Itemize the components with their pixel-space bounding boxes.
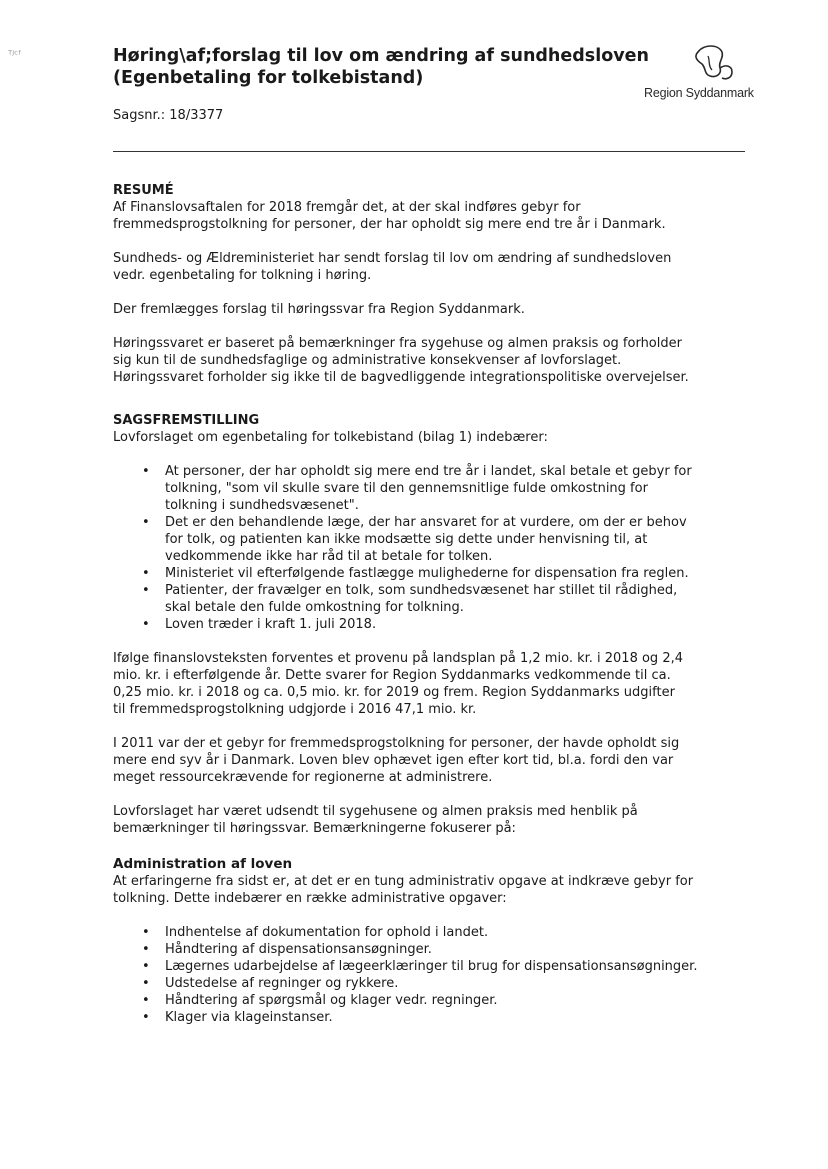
list-item: [165, 958, 753, 975]
text-line: vedkommende ikke har råd til at betale for tolken.: [165, 549, 493, 564]
document-body: [113, 182, 753, 1043]
resume-paragraph: [113, 301, 753, 318]
admin-bullet-list: [113, 924, 753, 1026]
text-line: for tolk, og patienten kan ikke modsætte sig dette under henvisning til, at: [165, 532, 648, 547]
text-line: Lovforslaget har været udsendt til sygehusene og almen praksis med henblik på: [113, 804, 638, 819]
resume-paragraph: [113, 250, 753, 284]
resume-heading: RESUMÉ: [113, 183, 174, 198]
resume-paragraph: [113, 335, 753, 386]
list-item: [165, 975, 753, 992]
resume-paragraph: [113, 199, 753, 233]
text-line: vedr. egenbetaling for tolkning i høring.: [113, 268, 372, 283]
sag-bullet-list: [113, 463, 753, 633]
text-line: Sundheds- og Ældreministeriet har sendt forslag til lov om ændring af sundhedsloven: [113, 251, 672, 266]
text-line: At erfaringerne fra sidst er, at det er en tung administrativ opgave at indkræve gebyr for: [113, 874, 694, 889]
text-line: • Lægernes udarbejdelse af lægeerklæringer til brug for dispensationsansøgninger.: [165, 959, 698, 974]
list-item: [165, 514, 753, 565]
document-title: [113, 45, 653, 89]
text-line: mio. kr. i efterfølgende år. Dette svarer for Region Syddanmarks vedkommende til ca.: [113, 668, 671, 683]
text-line: Ifølge finanslovsteksten forventes et provenu på landsplan på 1,2 mio. kr. i 2018 og 2,4: [113, 651, 683, 666]
text-line: Høringssvaret forholder sig ikke til de bagvedliggende integrationspolitiske overvejelser.: [113, 370, 689, 385]
title-line-1: Høring\af;forslag til lov om ændring af sundhedsloven: [113, 46, 649, 66]
sag-paragraph: [113, 735, 753, 786]
text-line: • Ministeriet vil efterfølgende fastlægge mulighederne for dispensation fra reglen.: [165, 566, 689, 581]
text-line: fremmedsprogstolkning for personer, der har opholdt sig mere end tre år i Danmark.: [113, 217, 666, 232]
text-line: Høringssvaret er baseret på bemærkninger fra sygehuse og almen praksis og forholder: [113, 336, 682, 351]
list-item: [165, 924, 753, 941]
sag-intro: [113, 429, 753, 446]
list-item: [165, 582, 753, 616]
text-line: mere end syv år i Danmark. Loven blev ophævet igen efter kort tid, bl.a. fordi den var: [113, 753, 674, 768]
text-line: skal betale den fulde omkostning for tolkning.: [165, 600, 464, 615]
sag-paragraph: [113, 650, 753, 718]
list-item: [165, 1009, 753, 1026]
case-number: Sagsnr.: 18/3377: [113, 108, 224, 123]
text-line: I 2011 var der et gebyr for fremmedsprogstolkning for personer, der havde opholdt sig: [113, 736, 680, 751]
header-divider: [113, 151, 745, 152]
text-line: bemærkninger til høringssvar. Bemærkningerne fokuserer på:: [113, 821, 516, 836]
text-line: Lovforslaget om egenbetaling for tolkebistand (bilag 1) indebærer:: [113, 430, 548, 445]
text-line: • Det er den behandlende læge, der har ansvaret for at vurdere, om der er behov: [165, 515, 687, 530]
text-line: meget ressourcekrævende for regionerne at administrere.: [113, 770, 493, 785]
text-line: • Patienter, der fravælger en tolk, som sundhedsvæsenet har stillet til rådighed,: [165, 583, 678, 598]
list-item: [165, 941, 753, 958]
list-item: [165, 616, 753, 633]
admin-intro: [113, 873, 753, 907]
sag-paragraph: [113, 803, 753, 837]
administration-heading: Administration af loven: [113, 856, 293, 872]
list-item: [165, 992, 753, 1009]
text-line: Der fremlægges forslag til høringssvar fra Region Syddanmark.: [113, 302, 525, 317]
text-line: 0,25 mio. kr. i 2018 og ca. 0,5 mio. kr. for 2019 og frem. Region Syddanmarks udgifter: [113, 685, 675, 700]
sagsfremstilling-heading: SAGSFREMSTILLING: [113, 413, 260, 428]
region-logo-text: Region Syddanmark: [644, 86, 754, 100]
scan-corner-mark: ᵀʲᶜᶠ: [8, 48, 22, 61]
list-item: [165, 565, 753, 582]
text-line: • At personer, der har opholdt sig mere end tre år i landet, skal betale et gebyr for: [165, 464, 692, 479]
text-line: tolkning i sundhedsvæsenet".: [165, 498, 359, 513]
list-item: [165, 463, 753, 514]
text-line: • Loven træder i kraft 1. juli 2018.: [165, 617, 377, 632]
text-line: • Håndtering af dispensationsansøgninger.: [165, 942, 432, 957]
title-line-2: (Egenbetaling for tolkebistand): [113, 68, 424, 88]
text-line: til fremmedsprogstolkning udgjorde i 2016 47,1 mio. kr.: [113, 702, 477, 717]
text-line: • Udstedelse af regninger og rykkere.: [165, 976, 399, 991]
text-line: sig kun til de sundhedsfaglige og administrative konsekvenser af lovforslaget.: [113, 353, 622, 368]
text-line: • Håndtering af spørgsmål og klager vedr. regninger.: [165, 993, 498, 1008]
text-line: • Klager via klageinstanser.: [165, 1010, 333, 1025]
text-line: tolkning, "som vil skulle svare til den gennemsnitlige fulde omkostning for: [165, 481, 648, 496]
region-logo: [640, 44, 754, 104]
text-line: • Indhentelse af dokumentation for ophold i landet.: [165, 925, 489, 940]
region-logo-icon: [690, 44, 740, 84]
text-line: Af Finanslovsaftalen for 2018 fremgår det, at der skal indføres gebyr for: [113, 200, 581, 215]
text-line: tolkning. Dette indebærer en række administrative opgaver:: [113, 891, 507, 906]
